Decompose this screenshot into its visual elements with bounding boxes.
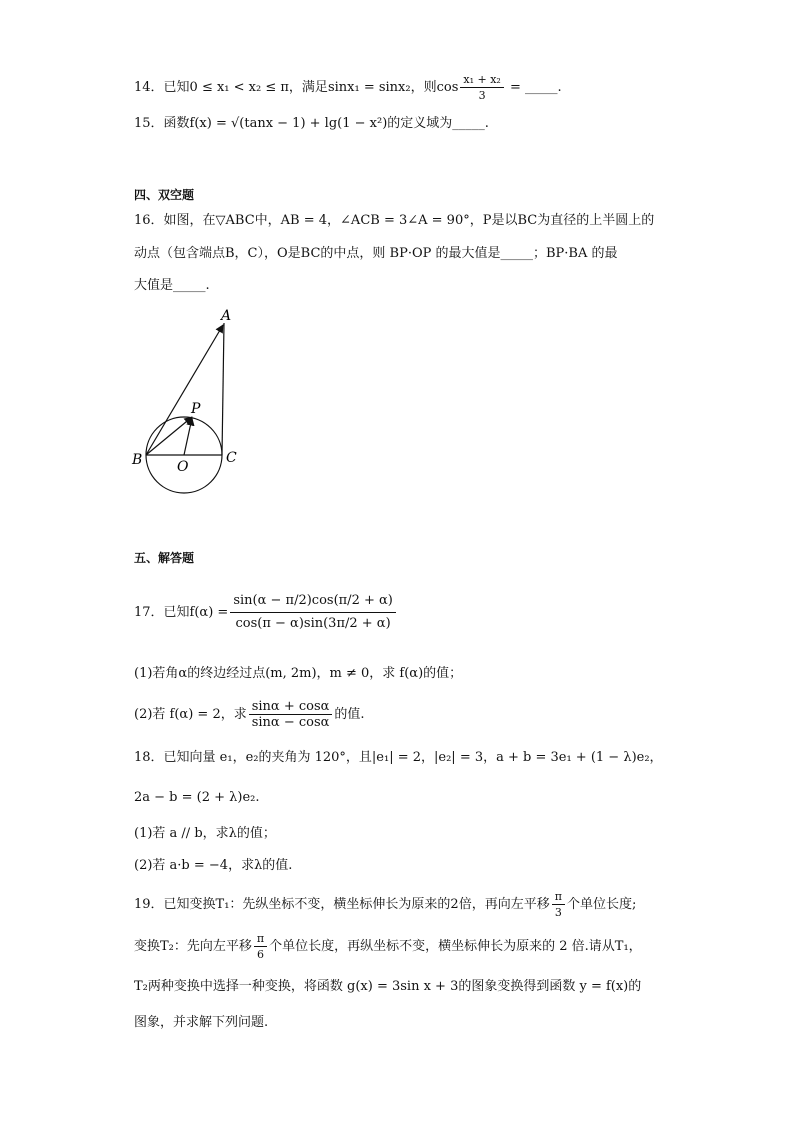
q19-line1-num: π [552,889,565,905]
q17-part2-lead: (2)若 f(α) = 2，求 [134,707,247,722]
question-14 [134,72,562,103]
q14-lead: 14．已知 [134,80,190,95]
q19-line2-num: π [254,931,267,947]
triangle-semicircle-figure [130,305,250,504]
q17-part2-den: sinα − cosα [251,715,330,730]
q14-condition: 0 ≤ x₁ < x₂ ≤ π [189,80,289,95]
q19-line2-lead: 变换T₂：先向左平移 [134,939,252,954]
q18-part-2: (2)若 a·b = −4，求λ的值. [134,858,293,873]
geometry-diagram [130,305,250,500]
q14-mid: ，满足 [288,80,328,95]
q14-equation: sinx₁ = sinx₂ [327,80,411,95]
q15-tail: 的定义域为_____. [387,116,489,131]
q14-cos: cos [436,80,459,95]
q14-tail: = _____. [505,80,562,95]
q19-line2-den: 6 [257,948,264,961]
q17-numerator: sin(α − π/2)cos(π/2 + α) [230,590,396,613]
q19-line1-den: 3 [554,906,562,919]
label-a: A [221,308,232,324]
question-16-line-1: 16．如图，在▽ABC中，AB = 4，∠ACB = 3∠A = 90°，P是以BC为直径的上半圆上的 [134,213,655,228]
q17-part2-num: sinα + cosα [249,699,333,715]
question-17 [134,590,398,635]
q15-expression: f(x) = √(tanx − 1) + lg(1 − x²) [189,116,388,131]
question-19-line-2 [134,930,642,964]
question-19-line-3: T₂两种变换中选择一种变换，将函数 g(x) = 3sin x + 3的图象变换得到函数 y = f(x)的 [134,979,642,994]
q15-lead: 15．函数 [134,116,190,131]
q17-part-1: (1)若角α的终边经过点(m, 2m)，m ≠ 0，求 f(α)的值； [134,666,463,681]
q18-part-1: (1)若 a // b，求λ的值； [134,826,276,841]
section-5-title: 五、解答题 [134,551,195,565]
q19-line2-fraction [254,931,267,962]
q19-line1-fraction [552,889,565,920]
q17-lead: 17．已知 [134,605,190,620]
q17-part2-tail: 的值. [334,707,365,722]
question-19-line-4: 图象，并求解下列问题. [134,1015,269,1030]
question-15 [134,114,489,134]
q17-part-2 [134,697,365,733]
q14-frac-den: 3 [478,89,486,102]
q19-line1-lead: 19．已知变换T₁：先纵坐标不变，横坐标伸长为原来的2倍，再向左平移 [134,897,550,912]
label-c: C [226,450,237,466]
label-o: O [177,459,189,475]
q14-then: ，则 [410,80,437,95]
q19-line2-tail: 个单位长度，再纵坐标不变，横坐标伸长为原来的 2 倍.请从T₁， [269,939,642,954]
question-18-line-1: 18．已知向量 e₁，e₂的夹角为 120°，且|e₁| = 2，|e₂| = 3，a + b = 3e₁ + (1 − λ)e₂， [134,750,663,765]
q14-frac-num: x₁ + x₂ [460,72,503,88]
segment-ac [222,323,224,455]
question-19-line-1 [134,888,636,922]
q17-denominator: cos(π − α)sin(3π/2 + α) [235,616,391,631]
label-b: B [132,452,143,468]
q17-fraction [230,590,396,635]
q14-fraction [460,72,503,103]
question-16-line-3: 大值是_____. [134,278,210,293]
q19-line1-tail: 个单位长度; [566,897,637,912]
q17-part2-fraction [249,699,333,730]
q17-f-alpha: f(α) = [189,605,229,620]
vector-op [184,418,192,455]
question-18-line-2: 2a − b = (2 + λ)e₂. [134,790,260,805]
label-p: P [191,401,201,417]
vector-ba [146,325,223,455]
section-4-title: 四、双空题 [134,188,195,202]
question-16-line-2: 动点（包含端点B，C），O是BC的中点，则 BP·OP 的最大值是_____；BP·BA 的最 [134,246,618,261]
